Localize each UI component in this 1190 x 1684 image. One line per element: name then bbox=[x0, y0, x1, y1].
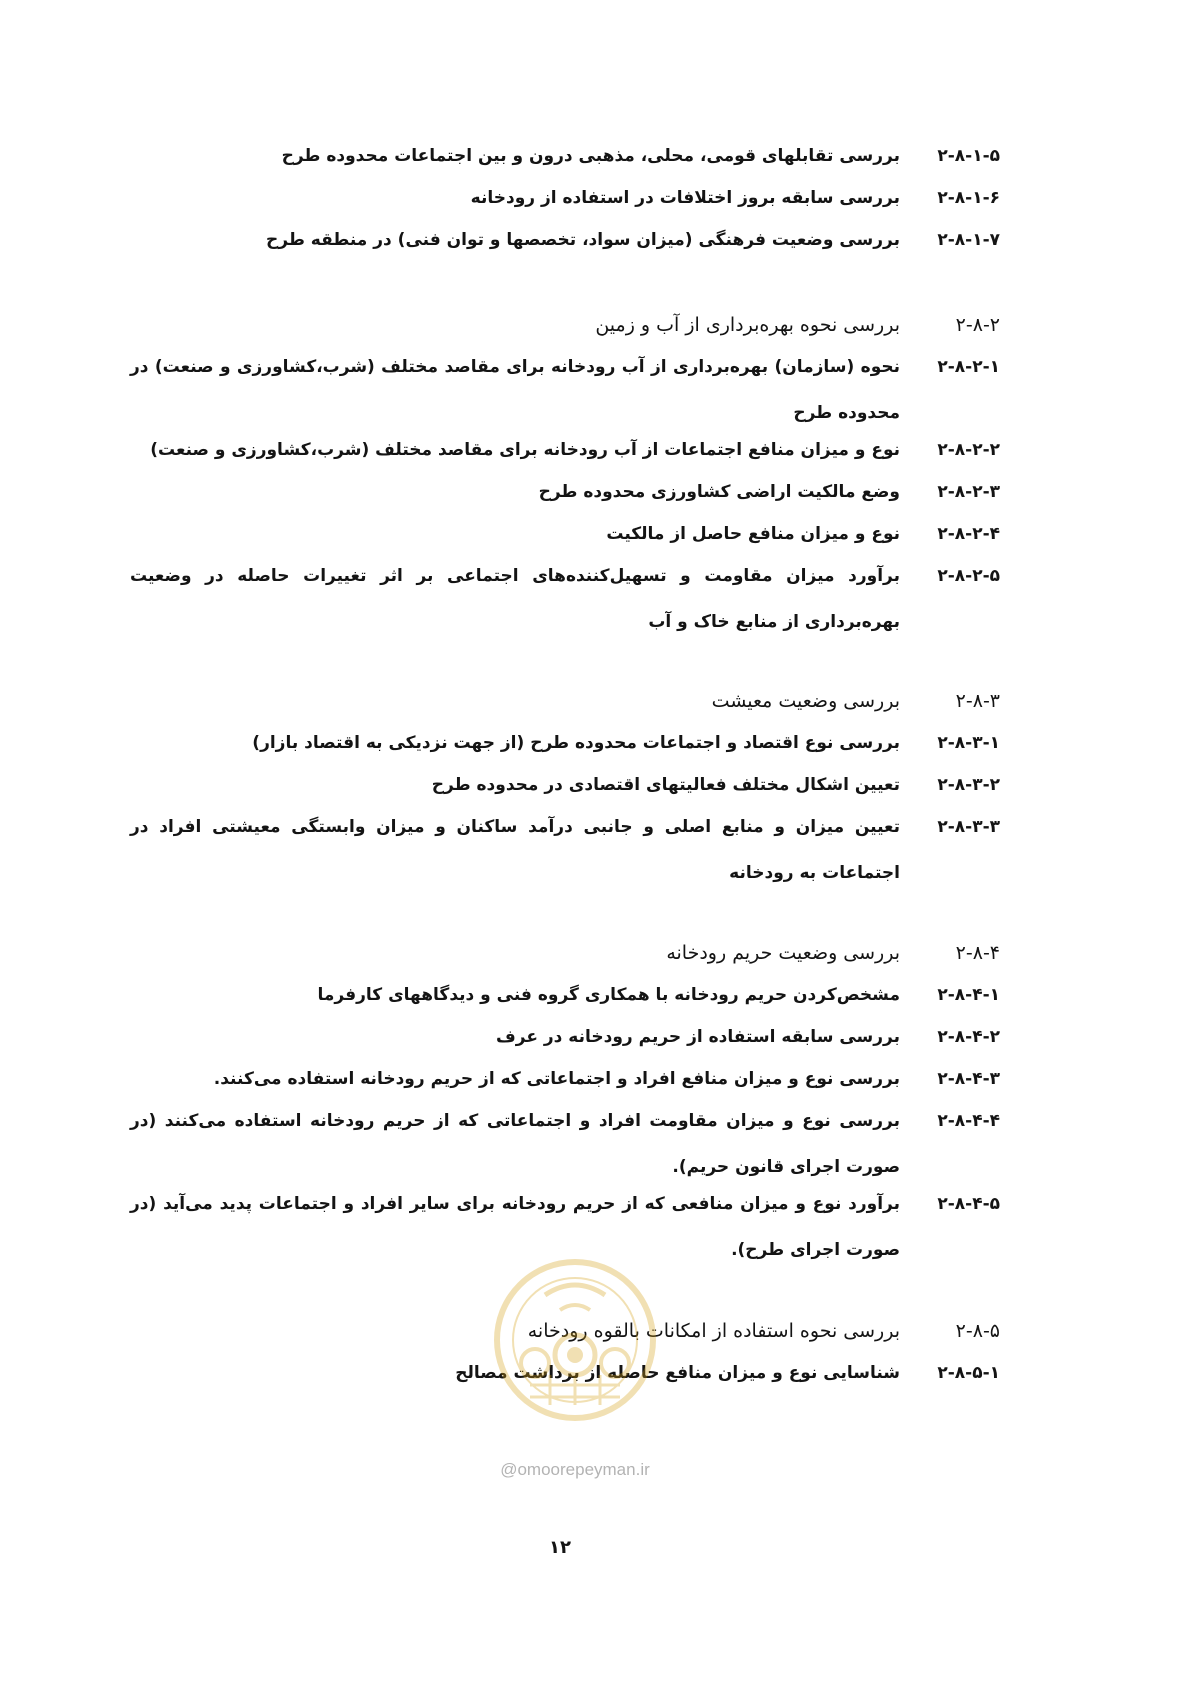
item-2-8-1-5 bbox=[130, 133, 1000, 179]
section-number: ۲-۸-۴ bbox=[955, 942, 1000, 964]
item-number: ۲-۸-۴-۱ bbox=[937, 985, 1000, 1005]
item-number: ۲-۸-۵-۱ bbox=[937, 1363, 1000, 1383]
item-text: بررسی نوع و میزان منافع افراد و اجتماعاتی که از حریم رودخانه استفاده می‌کنند. bbox=[213, 1069, 900, 1089]
item-2-8-2-4 bbox=[130, 511, 1000, 557]
item-text: نوع و میزان منافع اجتماعات از آب رودخانه برای مقاصد مختلف (شرب،کشاورزی و صنعت) bbox=[150, 440, 900, 460]
section-number: ۲-۸-۲ bbox=[955, 314, 1000, 336]
item-text: نوع و میزان منافع حاصل از مالکیت bbox=[606, 524, 900, 544]
item-text: بررسی سابقه بروز اختلافات در استفاده از رودخانه bbox=[470, 188, 900, 208]
item-number: ۲-۸-۲-۴ bbox=[937, 524, 1000, 544]
item-text: شناسایی نوع و میزان منافع حاصله از برداشت مصالح bbox=[455, 1363, 900, 1383]
item-2-8-1-6 bbox=[130, 175, 1000, 221]
section-title: بررسی وضعیت معیشت bbox=[711, 690, 900, 712]
item-2-8-4-5 bbox=[130, 1181, 1000, 1273]
item-2-8-1-7 bbox=[130, 217, 1000, 263]
section-heading-2-8-3 bbox=[130, 678, 1000, 724]
watermark-site-text: @omoorepeyman.ir bbox=[500, 1460, 650, 1479]
section-title: بررسی نحوه بهره‌برداری از آب و زمین bbox=[595, 314, 900, 336]
section-number: ۲-۸-۳ bbox=[955, 690, 1000, 712]
item-number: ۲-۸-۴-۲ bbox=[937, 1027, 1000, 1047]
item-2-8-5-1 bbox=[130, 1350, 1000, 1396]
item-text: بررسی وضعیت فرهنگی (میزان سواد، تخصصها و توان فنی) در منطقه طرح bbox=[266, 230, 900, 250]
item-text: برآورد میزان مقاومت و تسهیل‌کننده‌های اجتماعی بر اثر تغییرات حاصله در وضعیت بهره‌برداری از منابع خاک و آب bbox=[130, 566, 900, 632]
item-number: ۲-۸-۱-۶ bbox=[937, 188, 1000, 208]
item-2-8-2-1 bbox=[130, 344, 1000, 436]
item-text: بررسی نوع و میزان مقاومت افراد و اجتماعاتی که از حریم رودخانه استفاده می‌کنند (در صورت اجرای قانون حریم). bbox=[130, 1111, 900, 1177]
item-number: ۲-۸-۳-۲ bbox=[937, 775, 1000, 795]
item-number: ۲-۸-۱-۵ bbox=[937, 146, 1000, 166]
item-text: وضع مالکیت اراضی کشاورزی محدوده طرح bbox=[538, 482, 900, 502]
item-2-8-4-3 bbox=[130, 1056, 1000, 1102]
item-2-8-4-4 bbox=[130, 1098, 1000, 1190]
section-number: ۲-۸-۵ bbox=[955, 1320, 1000, 1342]
section-heading-2-8-4 bbox=[130, 930, 1000, 976]
item-text: بررسی نوع اقتصاد و اجتماعات محدوده طرح (از جهت نزدیکی به اقتصاد بازار) bbox=[252, 733, 900, 753]
item-number: ۲-۸-۳-۳ bbox=[937, 817, 1000, 837]
section-heading-2-8-5 bbox=[130, 1308, 1000, 1354]
item-text: مشخص‌کردن حریم رودخانه با همکاری گروه فنی و دیدگاههای کارفرما bbox=[317, 985, 900, 1005]
item-number: ۲-۸-۴-۳ bbox=[937, 1069, 1000, 1089]
item-number: ۲-۸-۴-۴ bbox=[937, 1111, 1000, 1131]
item-number: ۲-۸-۲-۱ bbox=[937, 357, 1000, 377]
page-number: ۱۲ bbox=[549, 1537, 571, 1558]
section-title: بررسی وضعیت حریم رودخانه bbox=[666, 942, 900, 964]
item-2-8-2-5 bbox=[130, 553, 1000, 645]
item-2-8-4-1 bbox=[130, 972, 1000, 1018]
section-title: بررسی نحوه استفاده از امکانات بالقوه رودخانه bbox=[527, 1320, 900, 1342]
item-text: بررسی سابقه استفاده از حریم رودخانه در عرف bbox=[496, 1027, 900, 1047]
item-number: ۲-۸-۳-۱ bbox=[937, 733, 1000, 753]
item-2-8-3-2 bbox=[130, 762, 1000, 808]
item-2-8-3-1 bbox=[130, 720, 1000, 766]
item-text: تعیین اشکال مختلف فعالیتهای اقتصادی در محدوده طرح bbox=[431, 775, 900, 795]
item-text: نحوه (سازمان) بهره‌برداری از آب رودخانه برای مقاصد مختلف (شرب،کشاورزی و صنعت) در محدوده طرح bbox=[130, 357, 900, 423]
item-text: برآورد نوع و میزان منافعی که از حریم رودخانه برای سایر افراد و اجتماعات پدید می‌آید (در صورت اجرای طرح). bbox=[130, 1194, 900, 1260]
item-number: ۲-۸-۲-۵ bbox=[937, 566, 1000, 586]
item-2-8-4-2 bbox=[130, 1014, 1000, 1060]
item-number: ۲-۸-۲-۳ bbox=[937, 482, 1000, 502]
item-number: ۲-۸-۱-۷ bbox=[937, 230, 1000, 250]
section-heading-2-8-2 bbox=[130, 302, 1000, 348]
item-number: ۲-۸-۴-۵ bbox=[937, 1194, 1000, 1214]
item-2-8-2-2 bbox=[130, 427, 1000, 473]
item-2-8-3-3 bbox=[130, 804, 1000, 896]
item-text: تعیین میزان و منابع اصلی و جانبی درآمد ساکنان و میزان وابستگی معیشتی افراد در اجتماعات به رودخانه bbox=[130, 817, 900, 883]
item-text: بررسی تقابلهای قومی، محلی، مذهبی درون و بین اجتماعات محدوده طرح bbox=[281, 146, 900, 166]
item-2-8-2-3 bbox=[130, 469, 1000, 515]
item-number: ۲-۸-۲-۲ bbox=[937, 440, 1000, 460]
